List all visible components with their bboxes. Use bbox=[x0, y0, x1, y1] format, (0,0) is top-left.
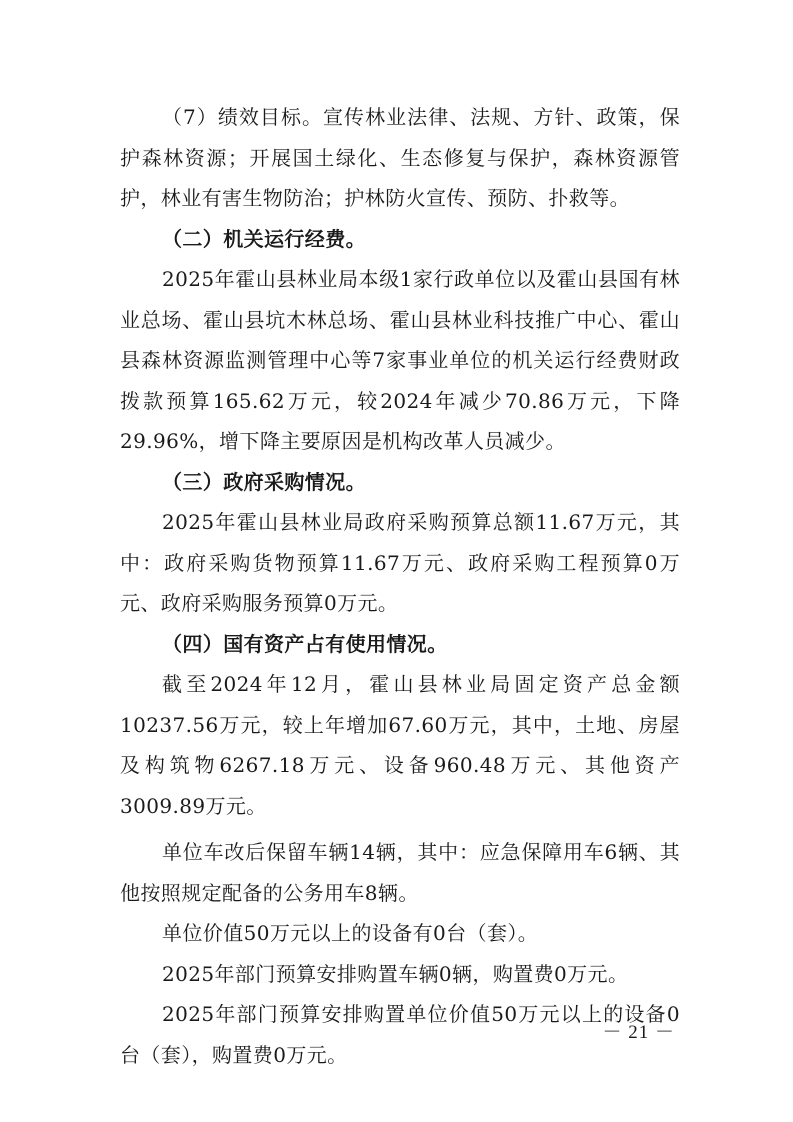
section-heading-state-assets: （四）国有资产占有使用情况。 bbox=[162, 631, 448, 656]
document-body bbox=[120, 97, 680, 1075]
equipment-purchase-paragraph: 2025年部门预算安排购置单位价值50万元以上的设备0台（套），购置费0万元。 bbox=[120, 1002, 680, 1067]
procurement-paragraph: 2025年霍山县林业局政府采购预算总额11.67万元，其中：政府采购货物预算11.67万元、政府采购工程预算0万元、政府采购服务预算0万元。 bbox=[120, 510, 680, 615]
vehicles-paragraph: 单位车改后保留车辆14辆，其中：应急保障用车6辆、其他按照规定配备的公务用车8辆。 bbox=[120, 840, 680, 905]
equipment-paragraph: 单位价值50万元以上的设备有0台（套）。 bbox=[162, 921, 539, 945]
performance-goal-paragraph: （7）绩效目标。宣传林业法律、法规、方针、政策，保护森林资源；开展国土绿化、生态修复与保护，森林资源管护，林业有害生物防治；护林防火宣传、预防、扑救等。 bbox=[120, 105, 680, 210]
operating-expenses-paragraph: 2025年霍山县林业局本级1家行政单位以及霍山县国有林业总场、霍山县坑木林总场、霍山县林业科技推广中心、霍山县森林资源监测管理中心等7家事业单位的机关运行经费财政拨款预算165.62万元，较2024年减少70.86万元，下降29.96%，增下降主要原因是机构改革人员减少。 bbox=[120, 267, 680, 453]
section-heading-procurement: （三）政府采购情况。 bbox=[162, 469, 366, 494]
state-assets-paragraph: 截至2024年12月，霍山县林业局固定资产总金额10237.56万元，较上年增加67.60万元，其中，土地、房屋及构筑物6267.18万元、设备960.48万元、其他资产3009.89万元。 bbox=[120, 672, 680, 818]
section-heading-operating-expenses: （二）机关运行经费。 bbox=[162, 226, 366, 251]
page-number: － 21 － bbox=[602, 1022, 675, 1043]
vehicle-purchase-paragraph: 2025年部门预算安排购置车辆0辆，购置费0万元。 bbox=[162, 961, 629, 986]
